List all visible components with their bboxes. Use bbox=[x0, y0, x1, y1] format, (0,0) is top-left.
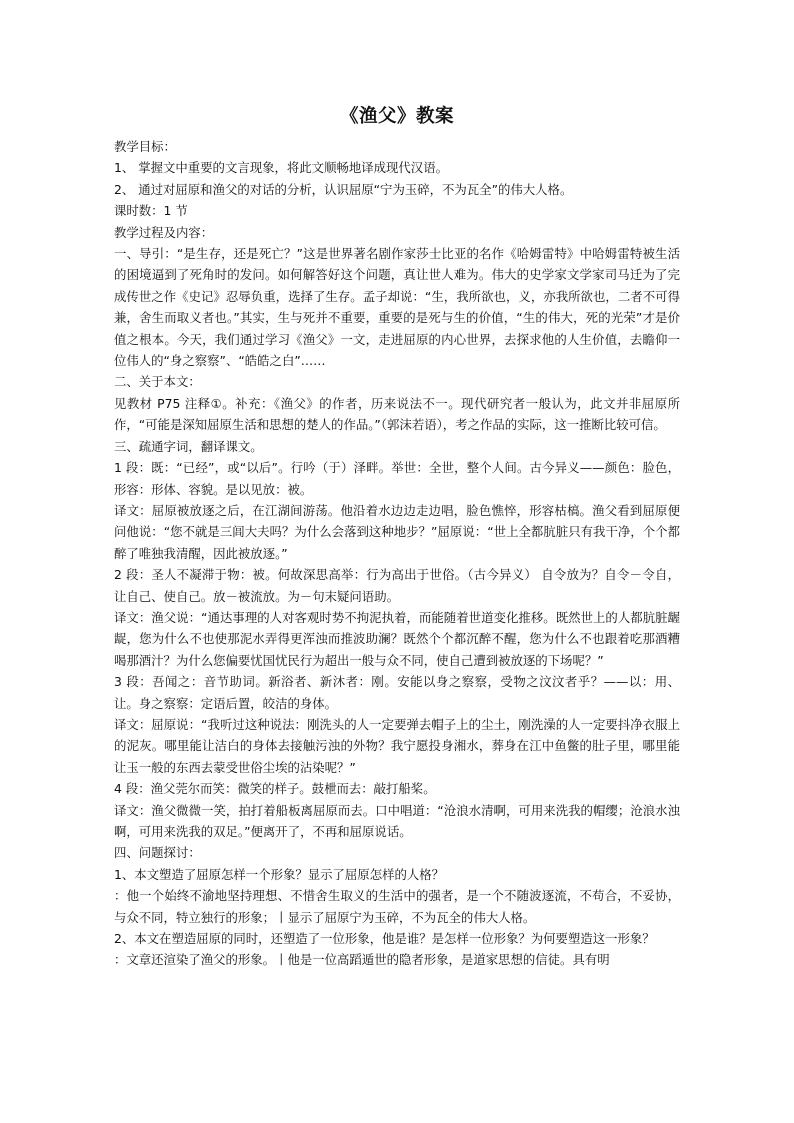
section-label-process: 教学过程及内容： bbox=[114, 224, 214, 240]
section-heading-translation: 三、疏通字词，翻译课文。 bbox=[114, 438, 263, 454]
vocab-paragraph-1: 1 段：既：“已经”，或“以后”。行吟（于）泽畔。举世：全世，整个人间。古今异义——颜色：脸色，形容：形体、容貌。是以见放：被。 bbox=[114, 460, 680, 497]
question-2: 2、本文在塑造屈原的同时，还塑造了一位形象，他是谁？是怎样一位形象？为何要塑造这一形象？ bbox=[114, 931, 655, 947]
vocab-paragraph-4: 4 段：渔父莞尔而笑：微笑的样子。鼓枻而去：敲打船桨。 bbox=[114, 781, 436, 797]
answer-2: ：文章还渲染了渔父的形象。丨他是一位高蹈遁世的隐者形象，是道家思想的信徒。具有明 bbox=[114, 952, 610, 968]
translation-paragraph-3: 译文：屈原说：“我听过这种说法：刚洗头的人一定要弹去帽子上的尘土，刚洗澡的人一定要抖净衣服上的泥灰。哪里能让洁白的身体去接触污浊的外物？我宁愿投身湘水，葬身在江中鱼鳖的肚子里，哪里能让玉一般的东西去蒙受世俗尘埃的沾染呢？” bbox=[114, 716, 680, 775]
objective-item-2: 2、 通过对屈原和渔父的对话的分析，认识屈原“宁为玉碎，不为瓦全”的伟大人格。 bbox=[114, 181, 573, 197]
document-title: 《渔父》教案 bbox=[339, 106, 454, 127]
translation-paragraph-4: 译文：渔父微微一笑，拍打着船板离屈原而去。口中唱道：“沧浪水清啊，可用来洗我的帽缨；沧浪水浊啊，可用来洗我的双足。”便离开了，不再和屈原说话。 bbox=[114, 802, 680, 839]
vocab-paragraph-3: 3 段：吾闻之：音节助词。新浴者、新沐者：刚。安能以身之察察，受物之汶汶者乎？——以：用、让。身之察察：定语后置，皎洁的身体。 bbox=[114, 674, 680, 711]
question-1: 1、本文塑造了屈原怎样一个形象？显示了屈原怎样的人格？ bbox=[114, 866, 445, 882]
translation-paragraph-2: 译文：渔父说：“通达事理的人对客观时势不拘泥执着，而能随着世道变化推移。既然世上的人都肮脏龌龊，您为什么不也使那泥水弄得更浑浊而推波助澜？既然个个都沉醉不醒，您为什么不也跟着吃那酒糟喝那酒汁？为什么您偏要忧国忧民行为超出一般与众不同，使自己遭到被放逐的下场呢？” bbox=[114, 609, 680, 668]
document-page bbox=[114, 102, 680, 971]
section-heading-discussion: 四、问题探讨： bbox=[114, 845, 201, 861]
section-heading-about: 二、关于本文： bbox=[114, 374, 201, 390]
translation-paragraph-1: 译文：屈原被放逐之后，在江湖间游荡。他沿着水边边走边唱，脸色憔悴，形容枯槁。渔父看到屈原便问他说：“您不就是三闾大夫吗？为什么会落到这种地步？”屈原说：“世上全都肮脏只有我干净，个个都醉了唯独我清醒，因此被放逐。” bbox=[114, 502, 680, 561]
objective-item-1: 1、 掌握文中重要的文言现象，将此文顺畅地译成现代汉语。 bbox=[114, 160, 448, 176]
intro-paragraph: 一、导引：“是生存，还是死亡？”这是世界著名剧作家莎士比亚的名作《哈姆雷特》中哈姆雷特被生活的困境逼到了死角时的发问。如何解答好这个问题，真让世人难为。伟大的史学家文学家司马迁为了完成传世之作《史记》忍辱负重，选择了生存。孟子却说：“生，我所欲也，义，亦我所欲也，二者不可得兼，舍生而取义者也。”其实，生与死并不重要，重要的是死与生的价值，“生的伟大，死的光荣”才是价值之根本。今天，我们通过学习《渔父》一文，走进屈原的内心世界，去探求他的人生价值，去瞻仰一位伟人的“身之察察”、“皓皓之白”…… bbox=[114, 246, 680, 369]
vocab-paragraph-2: 2 段：圣人不凝滞于物：被。何故深思高举：行为高出于世俗。（古今异义） 自令放为？自令－令自，让自己、使自己。放－被流放。为－句末疑问语助。 bbox=[114, 567, 680, 604]
lesson-count: 课时数：1 节 bbox=[114, 203, 188, 219]
section-label-objectives: 教学目标： bbox=[114, 139, 176, 154]
answer-1: ：他一个始终不渝地坚持理想、不惜舍生取义的生活中的强者，是一个不随波逐流，不苟合，不妥协，与众不同，特立独行的形象；丨显示了屈原宁为玉碎，不为瓦全的伟大人格。 bbox=[114, 888, 680, 925]
about-paragraph: 见教材 P75 注释①。补充：《渔父》的作者，历来说法不一。现代研究者一般认为，此文并非屈原所作，“可能是深知屈原生活和思想的楚人的作品。”（郭沫若语），考之作品的实际，这一推断比较可信。 bbox=[114, 395, 680, 433]
